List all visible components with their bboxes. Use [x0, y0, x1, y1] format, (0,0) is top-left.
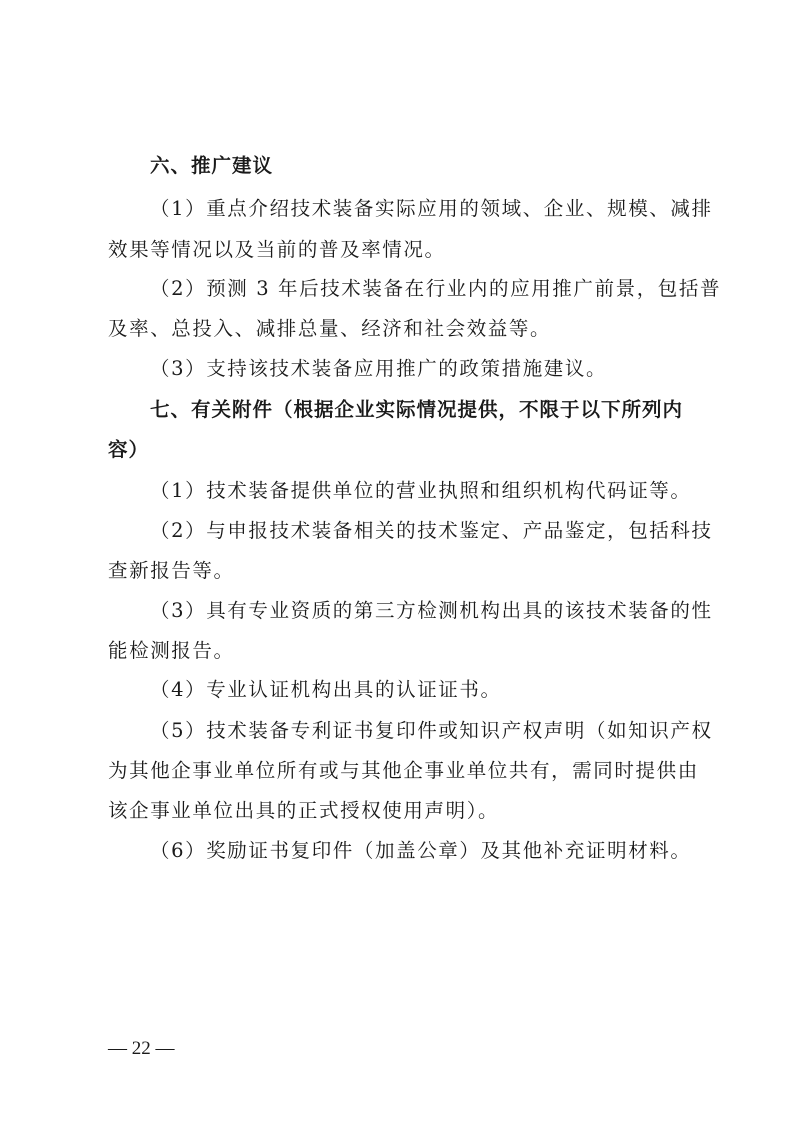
section-7-item-5-line-2: 为其他企事业单位所有或与其他企事业单位共有，需同时提供由 [108, 759, 699, 782]
section-7-item-5-line-3: 该企事业单位出具的正式授权使用声明）。 [108, 799, 500, 822]
section-7-item-2-line-1: （2）与申报技术装备相关的技术鉴定、产品鉴定，包括科技 [150, 519, 713, 542]
section-6-item-1-line-2: 效果等情况以及当前的普及率情况。 [108, 238, 446, 261]
section-7-heading-line-1: 七、有关附件（根据企业实际情况提供，不限于以下所列内 [150, 398, 684, 421]
section-6-item-3-line-1: （3）支持该技术装备应用推广的政策措施建议。 [150, 357, 608, 380]
section-7-item-5-line-1: （5）技术装备专利证书复印件或知识产权声明（如知识产权 [150, 719, 713, 742]
section-7-item-2-line-2: 查新报告等。 [108, 559, 235, 582]
section-6-item-2-line-2: 及率、总投入、减排总量、经济和社会效益等。 [108, 317, 552, 340]
section-7-item-6-line-1: （6）奖励证书复印件（加盖公章）及其他补充证明材料。 [150, 839, 692, 862]
section-7-item-4-line-1: （4）专业认证机构出具的认证证书。 [150, 678, 502, 701]
section-7-item-1-line-1: （1）技术装备提供单位的营业执照和组织机构代码证等。 [150, 479, 692, 502]
section-6-heading: 六、推广建议 [150, 154, 274, 177]
page-number: — 22 — [108, 1038, 175, 1059]
section-7-item-3-line-1: （3）具有专业资质的第三方检测机构出具的该技术装备的性 [150, 599, 713, 622]
section-7-item-3-line-2: 能检测报告。 [108, 639, 235, 662]
section-6-item-2-line-1: （2）预测 3 年后技术装备在行业内的应用推广前景，包括普 [150, 277, 722, 300]
section-6-item-1-line-1: （1）重点介绍技术装备实际应用的领域、企业、规模、减排 [150, 197, 713, 220]
section-7-heading-line-2: 容） [108, 438, 150, 461]
